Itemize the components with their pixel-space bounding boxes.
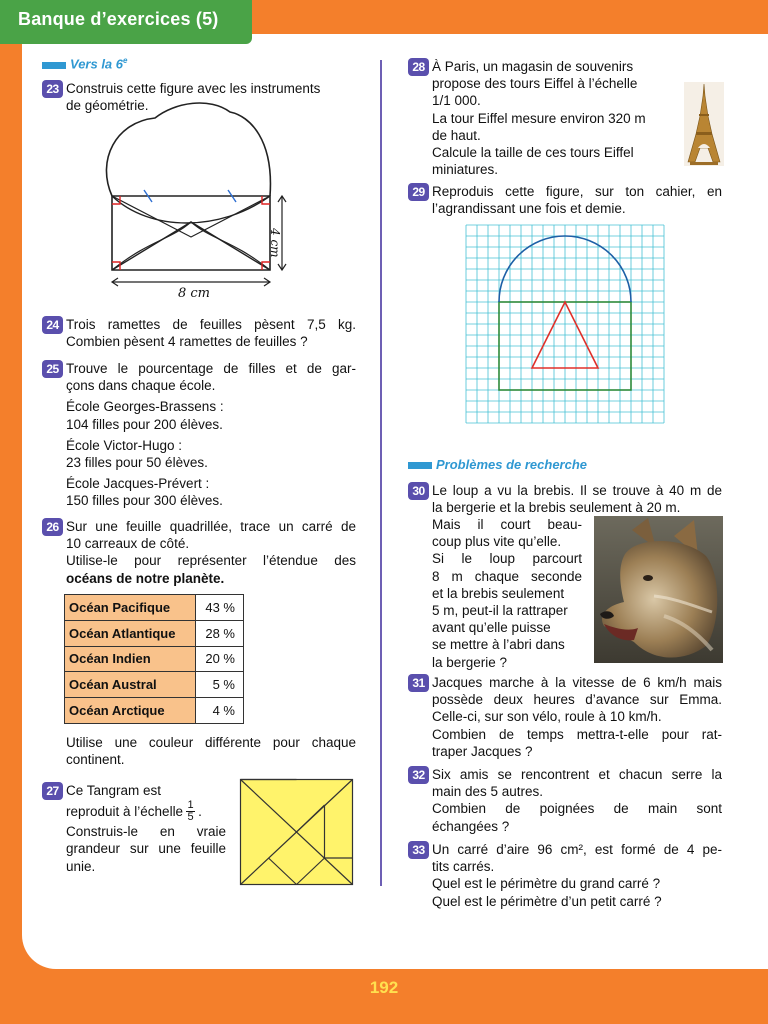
exercise-28-text: À Paris, un magasin de souvenirs propose des tours Eiffel à l’échelle 1/1 000. La tour Eiffel mesure environ 320 m de haut. Calcule la taille de ces tours Eiffel miniatures. xyxy=(432,59,646,178)
table-row xyxy=(65,698,244,724)
exercise-number-31: 31 xyxy=(408,674,429,692)
exercise-30-text-wrap: Mais il court beau- coup plus vite qu’elle. Si le loup parcourt 8 m chaque seconde et la brebis seulement 5 m, peut-il la rattraper avant qu’elle puisse se mettre à l’abri dans la bergerie ? xyxy=(432,517,582,670)
table-row xyxy=(65,595,244,621)
ocean-name: Océan Arctique xyxy=(65,698,196,724)
ocean-name: Océan Atlantique xyxy=(65,620,196,646)
exercise-26-after-text: Utilise une couleur différente pour chaque continent. xyxy=(66,735,356,768)
exercise-27-text: Ce Tangram est reproduit à l’échelle 1 5 . Construis-le en vraie grandeur sur une feuille unie. xyxy=(66,783,226,874)
exercise-number-28: 28 xyxy=(408,58,429,76)
ocean-pct: 28 % xyxy=(196,620,244,646)
page-number: 192 xyxy=(369,978,399,997)
exercise-23-text: Construis cette figure avec les instruments de géométrie. xyxy=(66,81,321,114)
section-title-problemes: Problèmes de recherche xyxy=(436,457,588,472)
ocean-pct: 43 % xyxy=(196,595,244,621)
exercise-24-text: Trois ramettes de feuilles pèsent 7,5 kg. Combien pèsent 4 ramettes de feuilles ? xyxy=(66,317,356,350)
ocean-name: Océan Pacifique xyxy=(65,595,196,621)
ocean-table xyxy=(64,594,244,724)
ex29-grid-figure xyxy=(466,225,664,423)
section-title-vers6: Vers la 6e xyxy=(70,56,128,72)
exercise-number-25: 25 xyxy=(42,360,63,378)
scale-fraction: 1 5 xyxy=(187,798,194,823)
exercise-number-30: 30 xyxy=(408,482,429,500)
ocean-name: Océan Indien xyxy=(65,646,196,672)
ex23-height-label: 4 cm xyxy=(268,228,282,258)
exercise-number-29: 29 xyxy=(408,183,429,201)
wolf-photo xyxy=(594,516,723,663)
exercise-30-text: Le loup a vu la brebis. Il se trouve à 40 m de la bergerie et la brebis seulement à 20 m. xyxy=(432,483,722,516)
exercise-number-32: 32 xyxy=(408,766,429,784)
exercise-25-text: Trouve le pourcentage de filles et de gar- çons dans chaque école. École Georges-Brassens : 104 filles pour 200 élèves. École Victor-Hugo : 23 filles pour 50 élèves. École Jacques-Prévert : 150 filles pour 300 élèves. xyxy=(66,361,356,509)
header-title: Banque d’exercices (5) xyxy=(18,9,219,29)
exercise-number-24: 24 xyxy=(42,316,63,334)
exercise-33-text: Un carré d’aire 96 cm², est formé de 4 pe- tits carrés. Quel est le périmètre du grand carré ? Quel est le périmètre d’un petit carré ? xyxy=(432,842,722,909)
exercise-26-text: Sur une feuille quadrillée, trace un carré de 10 carreaux de côté. Utilise-le pour représenter l’étendue des océans de notre planète. xyxy=(66,519,356,586)
ocean-pct: 20 % xyxy=(196,646,244,672)
exercise-29-text: Reproduis cette figure, sur ton cahier, en l’agrandissant une fois et demie. xyxy=(432,184,722,217)
ocean-name: Océan Austral xyxy=(65,672,196,698)
exercise-number-23: 23 xyxy=(42,80,63,98)
exercise-32-text: Six amis se rencontrent et chacun serre la main des 5 autres. Combien de poignées de main sont échangées ? xyxy=(432,767,722,834)
table-row xyxy=(65,672,244,698)
section-flag-problemes xyxy=(408,462,432,469)
ocean-pct: 5 % xyxy=(196,672,244,698)
exercise-number-33: 33 xyxy=(408,841,429,859)
ocean-pct: 4 % xyxy=(196,698,244,724)
table-row xyxy=(65,620,244,646)
eiffel-tower-image xyxy=(684,82,724,166)
exercise-31-text: Jacques marche à la vitesse de 6 km/h mais possède deux heures d’avance sur Emma. Celle-ci, sur son vélo, roule à 10 km/h. Combien de temps mettra-t-elle pour rat- traper Jacques ? xyxy=(432,675,722,759)
table-row xyxy=(65,646,244,672)
ex23-width-label: 8 cm xyxy=(178,286,211,301)
exercise-number-26: 26 xyxy=(42,518,63,536)
exercise-number-27: 27 xyxy=(42,782,63,800)
tangram-figure xyxy=(240,779,353,885)
